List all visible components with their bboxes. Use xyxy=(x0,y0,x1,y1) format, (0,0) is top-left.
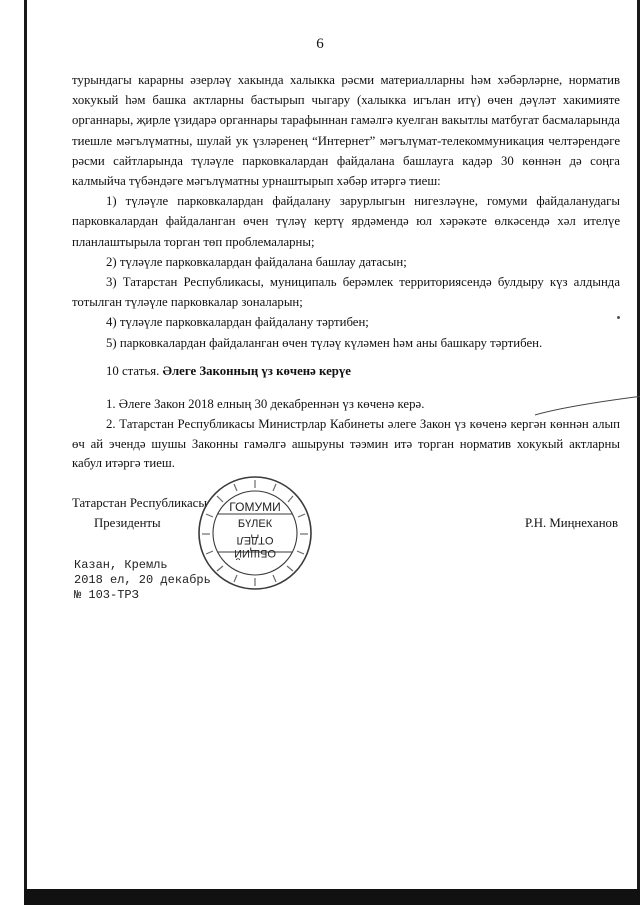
signature-name: Р.Н. Миңнеханов xyxy=(525,516,618,530)
list-item-3: 3) Татарстан Республикасы, муниципаль берәмлек территориясендә булдыру күз алдында тотылган түләүле парковкалар зоналарын; xyxy=(72,275,620,310)
list-item-4: 4) түләүле парковкалардан файдалану тәртибен; xyxy=(106,315,369,330)
article-number: 10 статья. xyxy=(106,364,160,378)
article-item-1: 1. Әлеге Закон 2018 елның 30 декабреннән үз көченә керә. xyxy=(106,397,425,411)
stamp-line-4: ОТДЕЛ xyxy=(236,534,274,546)
signature-position-line1: Татарстан Республикасы xyxy=(72,496,207,510)
scan-speck xyxy=(617,316,620,319)
list-item-2: 2) түләүле парковкалардан файдалана башлау датасын; xyxy=(106,254,407,269)
stamp-line-1: ГОМУМИ xyxy=(229,500,281,514)
scan-border-left xyxy=(24,0,27,905)
date-line: 2018 ел, 20 декабрь xyxy=(74,573,211,587)
official-stamp xyxy=(196,474,314,592)
stamp-line-2: БҮЛЕК xyxy=(237,518,273,530)
body-text xyxy=(72,70,620,353)
article-title: Әлеге Законның үз көченә керүе xyxy=(162,364,351,378)
scan-border-bottom xyxy=(24,889,640,905)
law-number-line: № 103-ТРЗ xyxy=(74,588,139,602)
stamp-line-3: ОБЩИЙ xyxy=(234,547,276,559)
place-line: Казан, Кремль xyxy=(74,558,168,572)
list-item-1: 1) түләүле парковкалардан файдалану зарурлыгын нигезләүне, гомуми файдаланудагы парковкалардан файдаланган өчен түләү кертү ярдәмендә юл хәрәкәте өлкәсендә хәл ителүе планлаштырыла торган төп проблемаларны; xyxy=(72,194,620,249)
article-item-2: 2. Татарстан Республикасы Министрлар Кабинеты әлеге Закон үз көченә кергән көннән алып өч ай эчендә шушы Законны гамәлгә ашыруны тәэмин итә торган норматив хокукый актларны кабул итәргә тиеш. xyxy=(72,416,620,471)
signature-position-line2: Президенты xyxy=(94,516,161,530)
list-item-5: 5) парковкалардан файдаланган өчен түләү күләмен һәм аны башкару тәртибен. xyxy=(106,335,543,350)
place-date-block xyxy=(74,558,211,603)
article-heading xyxy=(106,361,620,381)
scan-pen-stroke xyxy=(533,393,640,433)
page-number: 6 xyxy=(316,36,324,52)
paragraph-intro: турындагы карарны әзерләү хакында халыкка рәсми материалларны һәм хәбәрләрне, норматив хокукый һәм башка актларны бастырып чыгару (халыкка игълан итү) өчен дәүләт хакимияте органнары, җирле үзидарә органнары тарафыннан гамәлгә куелган вакытлы матбугат басмаларында тиешле мәгълүматны, шулай ук үзләренең “Интернет” мәгълүмат-телекоммуникация челтәрендәге рәсми сайтларында түләүле парковкалардан файдалана башлауга кадәр 30 көннән дә соңга калмыйча түбәндәге мәгълүматны урнаштырып хәбәр итәргә тиеш: xyxy=(72,73,620,189)
